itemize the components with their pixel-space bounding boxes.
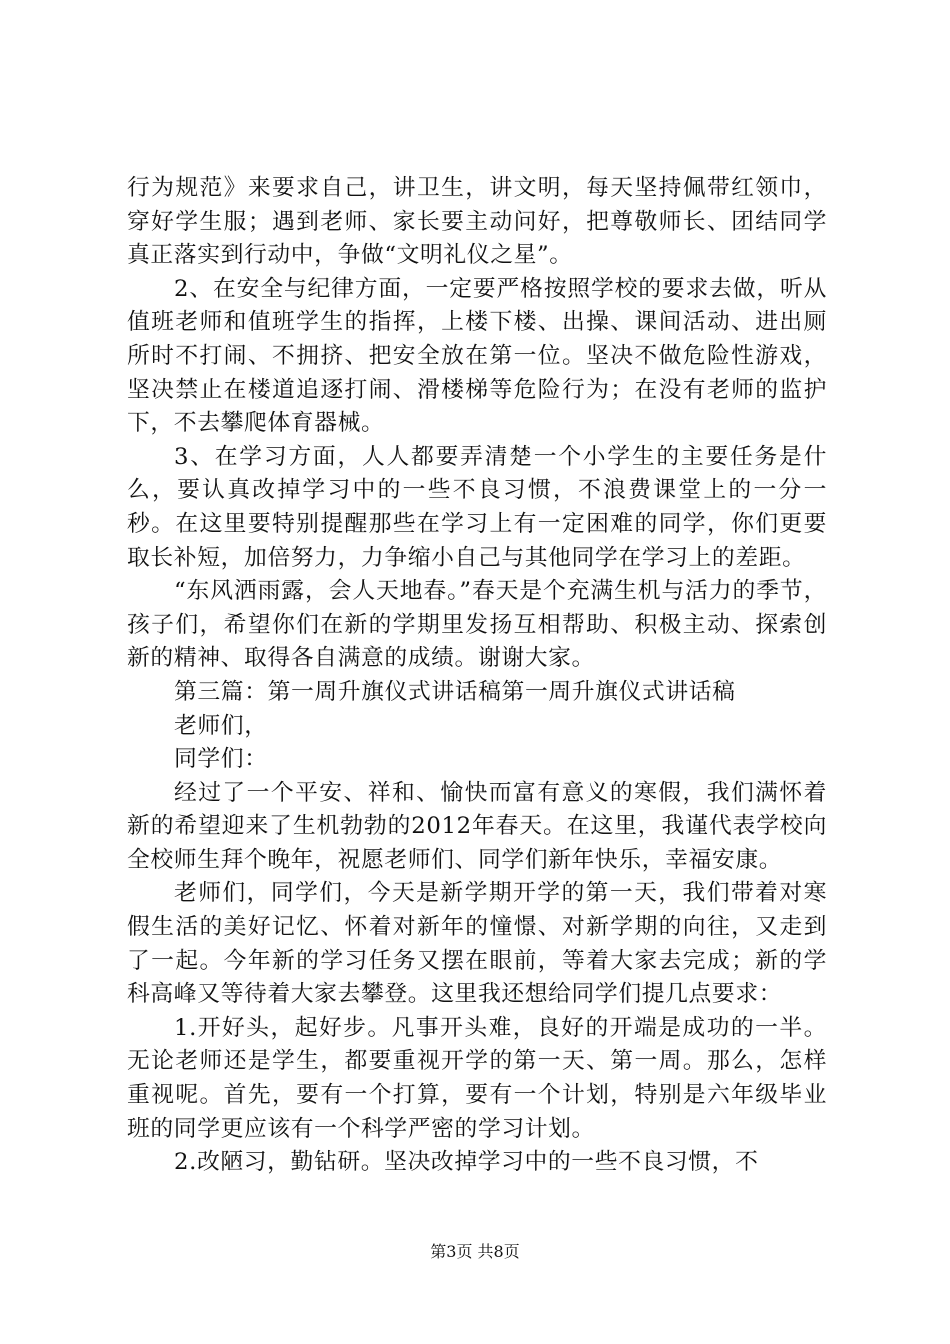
salutation-teachers: 老师们，	[174, 712, 268, 739]
section-heading: 第三篇：第一周升旗仪式讲话稿第一周升旗仪式讲话稿	[174, 678, 736, 705]
paragraph-8: 2.改陋习，勤钻研。坚决改掉学习中的一些不良习惯，不	[174, 1149, 759, 1176]
paragraph-4: “东风洒雨露，会人天地春。”春天是个充满生机与活力的季节，孩子们，希望你们在新的学期里发扬互相帮助、积极主动、探索创新的精神、取得各自满意的成绩。谢谢大家。	[127, 578, 827, 672]
paragraph-1: 行为规范》来要求自己，讲卫生，讲文明，每天坚持佩带红领巾，穿好学生服；遇到老师、家长要主动问好，把尊敬师长、团结同学真正落实到行动中，争做“文明礼仪之星”。	[127, 175, 827, 269]
page-number-footer: 第3页 共8页	[430, 1242, 520, 1261]
paragraph-5: 经过了一个平安、祥和、愉快而富有意义的寒假，我们满怀着新的希望迎来了生机勃勃的2012年春天。在这里，我谨代表学校向全校师生拜个晚年，祝愿老师们、同学们新年快乐，幸福安康。	[127, 779, 827, 873]
paragraph-7: 1.开好头，起好步。凡事开头难，良好的开端是成功的一半。无论老师还是学生，都要重视开学的第一天、第一周。那么，怎样重视呢。首先，要有一个打算，要有一个计划，特别是六年级毕业班的同学更应该有一个科学严密的学习计划。	[127, 1014, 827, 1142]
paragraph-6: 老师们，同学们，今天是新学期开学的第一天，我们带着对寒假生活的美好记忆、怀着对新年的憧憬、对新学期的向往，又走到了一起。今年新的学习任务又摆在眼前，等着大家去完成；新的学科高峰又等待着大家去攀登。这里我还想给同学们提几点要求：	[127, 880, 827, 1008]
paragraph-3: 3、在学习方面，人人都要弄清楚一个小学生的主要任务是什么，要认真改掉学习中的一些不良习惯，不浪费课堂上的一分一秒。在这里要特别提醒那些在学习上有一定困难的同学，你们更要取长补短，加倍努力，力争缩小自己与其他同学在学习上的差距。	[127, 443, 827, 571]
paragraph-2: 2、在安全与纪律方面，一定要严格按照学校的要求去做，听从值班老师和值班学生的指挥，上楼下楼、出操、课间活动、进出厕所时不打闹、不拥挤、把安全放在第一位。坚决不做危险性游戏，坚决禁止在楼道追逐打闹、滑楼梯等危险行为；在没有老师的监护下，不去攀爬体育器械。	[127, 275, 827, 437]
document-body	[127, 172, 827, 1180]
salutation-students: 同学们：	[174, 746, 268, 773]
